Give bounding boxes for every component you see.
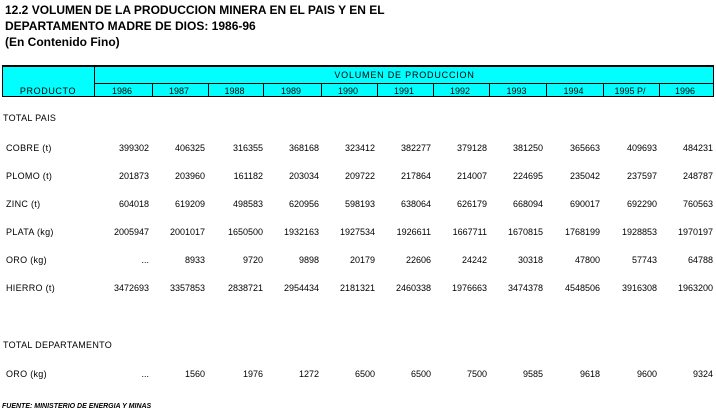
header-group-label: VOLUMEN DE PRODUCCION — [334, 70, 475, 80]
header-year-1992: 1992 — [449, 86, 471, 96]
table-cell: 381250 — [512, 143, 543, 153]
table-cell: 619209 — [174, 199, 205, 209]
table-cell: 1976 — [242, 369, 263, 379]
header-year-1995p: 1995 P/ — [614, 86, 646, 96]
table-cell: 399302 — [118, 143, 149, 153]
table-cell: 1768199 — [564, 227, 600, 237]
table-cell: 6500 — [410, 369, 431, 379]
table-cell: 760563 — [682, 199, 713, 209]
table-cell: 620956 — [288, 199, 319, 209]
table-cell: 9720 — [242, 255, 263, 265]
table-cell: 626179 — [456, 199, 487, 209]
table-cell: 6500 — [354, 369, 375, 379]
table-cell: 668094 — [512, 199, 543, 209]
table-cell: 237597 — [626, 171, 657, 181]
table-cell: 235042 — [569, 171, 600, 181]
header-year-1993: 1993 — [506, 86, 527, 96]
table-cell: 4548506 — [564, 283, 600, 293]
table-cell: 2181321 — [339, 283, 375, 293]
table-cell: 203960 — [174, 171, 205, 181]
table-cell: 1970197 — [677, 227, 713, 237]
source-note: FUENTE: MINISTERIO DE ENERGIA Y MINAS — [2, 403, 152, 410]
header-year-1989: 1989 — [280, 86, 302, 96]
table-cell: 9618 — [579, 369, 600, 379]
row-label: ORO (kg) — [6, 255, 47, 265]
section-title: TOTAL PAIS — [3, 113, 57, 123]
row-label: PLOMO (t) — [6, 171, 53, 181]
table-cell: 8933 — [184, 255, 205, 265]
table-cell: 3357853 — [169, 283, 205, 293]
header-year-1987: 1987 — [168, 86, 190, 96]
header-divider — [94, 83, 714, 84]
header-year-1990: 1990 — [337, 86, 359, 96]
table-cell: 598193 — [344, 199, 375, 209]
header-year-1986: 1986 — [111, 86, 133, 96]
table-title-line-2: DEPARTAMENTO MADRE DE DIOS: 1986-96 — [5, 19, 256, 33]
table-cell: 9585 — [522, 369, 543, 379]
table-cell: 217864 — [400, 171, 431, 181]
table-cell: 3474378 — [507, 283, 543, 293]
table-cell: 498583 — [232, 199, 263, 209]
table-cell: 323412 — [344, 143, 375, 153]
table-cell: 64788 — [687, 255, 713, 265]
table-cell: 1976663 — [451, 283, 487, 293]
table-cell: 30318 — [517, 255, 543, 265]
table-cell: 248787 — [682, 171, 713, 181]
row-label: ORO (kg) — [6, 369, 47, 379]
table-cell: 406325 — [174, 143, 205, 153]
table-cell: 1963200 — [677, 283, 713, 293]
table-cell: 1926611 — [396, 227, 431, 237]
table-cell: 1928853 — [621, 227, 657, 237]
table-cell: 47800 — [574, 255, 600, 265]
table-cell: 1670815 — [507, 227, 543, 237]
section-title: TOTAL DEPARTAMENTO — [3, 340, 113, 350]
table-cell: 1272 — [298, 369, 319, 379]
table-cell: 209722 — [344, 171, 375, 181]
header-year-1994: 1994 — [563, 86, 584, 96]
table-cell: 3472693 — [113, 283, 149, 293]
table-cell: 1932163 — [283, 227, 319, 237]
table-header — [2, 65, 714, 97]
header-column-line — [713, 67, 714, 96]
table-cell: 20179 — [349, 255, 375, 265]
table-cell: 2001017 — [169, 227, 205, 237]
table-cell: 2005947 — [113, 227, 149, 237]
table-cell: 1667711 — [452, 227, 487, 237]
table-cell: 9324 — [692, 369, 713, 379]
table-cell: 22606 — [405, 255, 431, 265]
table-subtitle: (En Contenido Fino) — [5, 35, 120, 49]
table-cell: 2954434 — [283, 283, 319, 293]
table-cell: 203034 — [288, 171, 319, 181]
table-cell: 379128 — [456, 143, 487, 153]
table-cell: ... — [141, 369, 149, 379]
table-cell: 201873 — [118, 171, 149, 181]
table-cell: 365663 — [569, 143, 600, 153]
table-cell: 214007 — [456, 171, 487, 181]
table-cell: 316355 — [232, 143, 263, 153]
header-column-line — [2, 67, 3, 96]
table-cell: 57743 — [631, 255, 657, 265]
row-label: ZINC (t) — [6, 199, 41, 209]
table-cell: 161182 — [233, 171, 263, 181]
table-cell: 24242 — [461, 255, 487, 265]
table-cell: 638064 — [400, 199, 431, 209]
table-cell: 604018 — [118, 199, 149, 209]
row-label: PLATA (kg) — [6, 227, 54, 237]
table-title-line-1: 12.2 VOLUMEN DE LA PRODUCCION MINERA EN EL PAIS Y EN EL — [5, 3, 385, 17]
table-cell: ... — [141, 255, 149, 265]
table-cell: 368168 — [288, 143, 319, 153]
table-cell: 484231 — [682, 143, 713, 153]
table-cell: 7500 — [466, 369, 487, 379]
table-cell: 690017 — [569, 199, 600, 209]
table-cell: 409693 — [626, 143, 657, 153]
row-label: COBRE (t) — [6, 143, 52, 153]
header-year-1991: 1991 — [393, 86, 415, 96]
header-year-1988: 1988 — [224, 86, 245, 96]
table-cell: 2460338 — [395, 283, 431, 293]
header-product-label: PRODUCTO — [19, 86, 77, 96]
table-cell: 9600 — [636, 369, 657, 379]
row-label: HIERRO (t) — [6, 283, 55, 293]
table-cell: 1560 — [184, 369, 205, 379]
table-cell: 692290 — [626, 199, 657, 209]
table-cell: 382277 — [400, 143, 431, 153]
table-cell: 2838721 — [227, 283, 263, 293]
table-cell: 1927534 — [339, 227, 375, 237]
table-cell: 9898 — [298, 255, 319, 265]
table-cell: 224695 — [512, 171, 543, 181]
table-cell: 1650500 — [227, 227, 263, 237]
table-cell: 3916308 — [621, 283, 657, 293]
header-year-1996: 1996 — [674, 86, 696, 96]
